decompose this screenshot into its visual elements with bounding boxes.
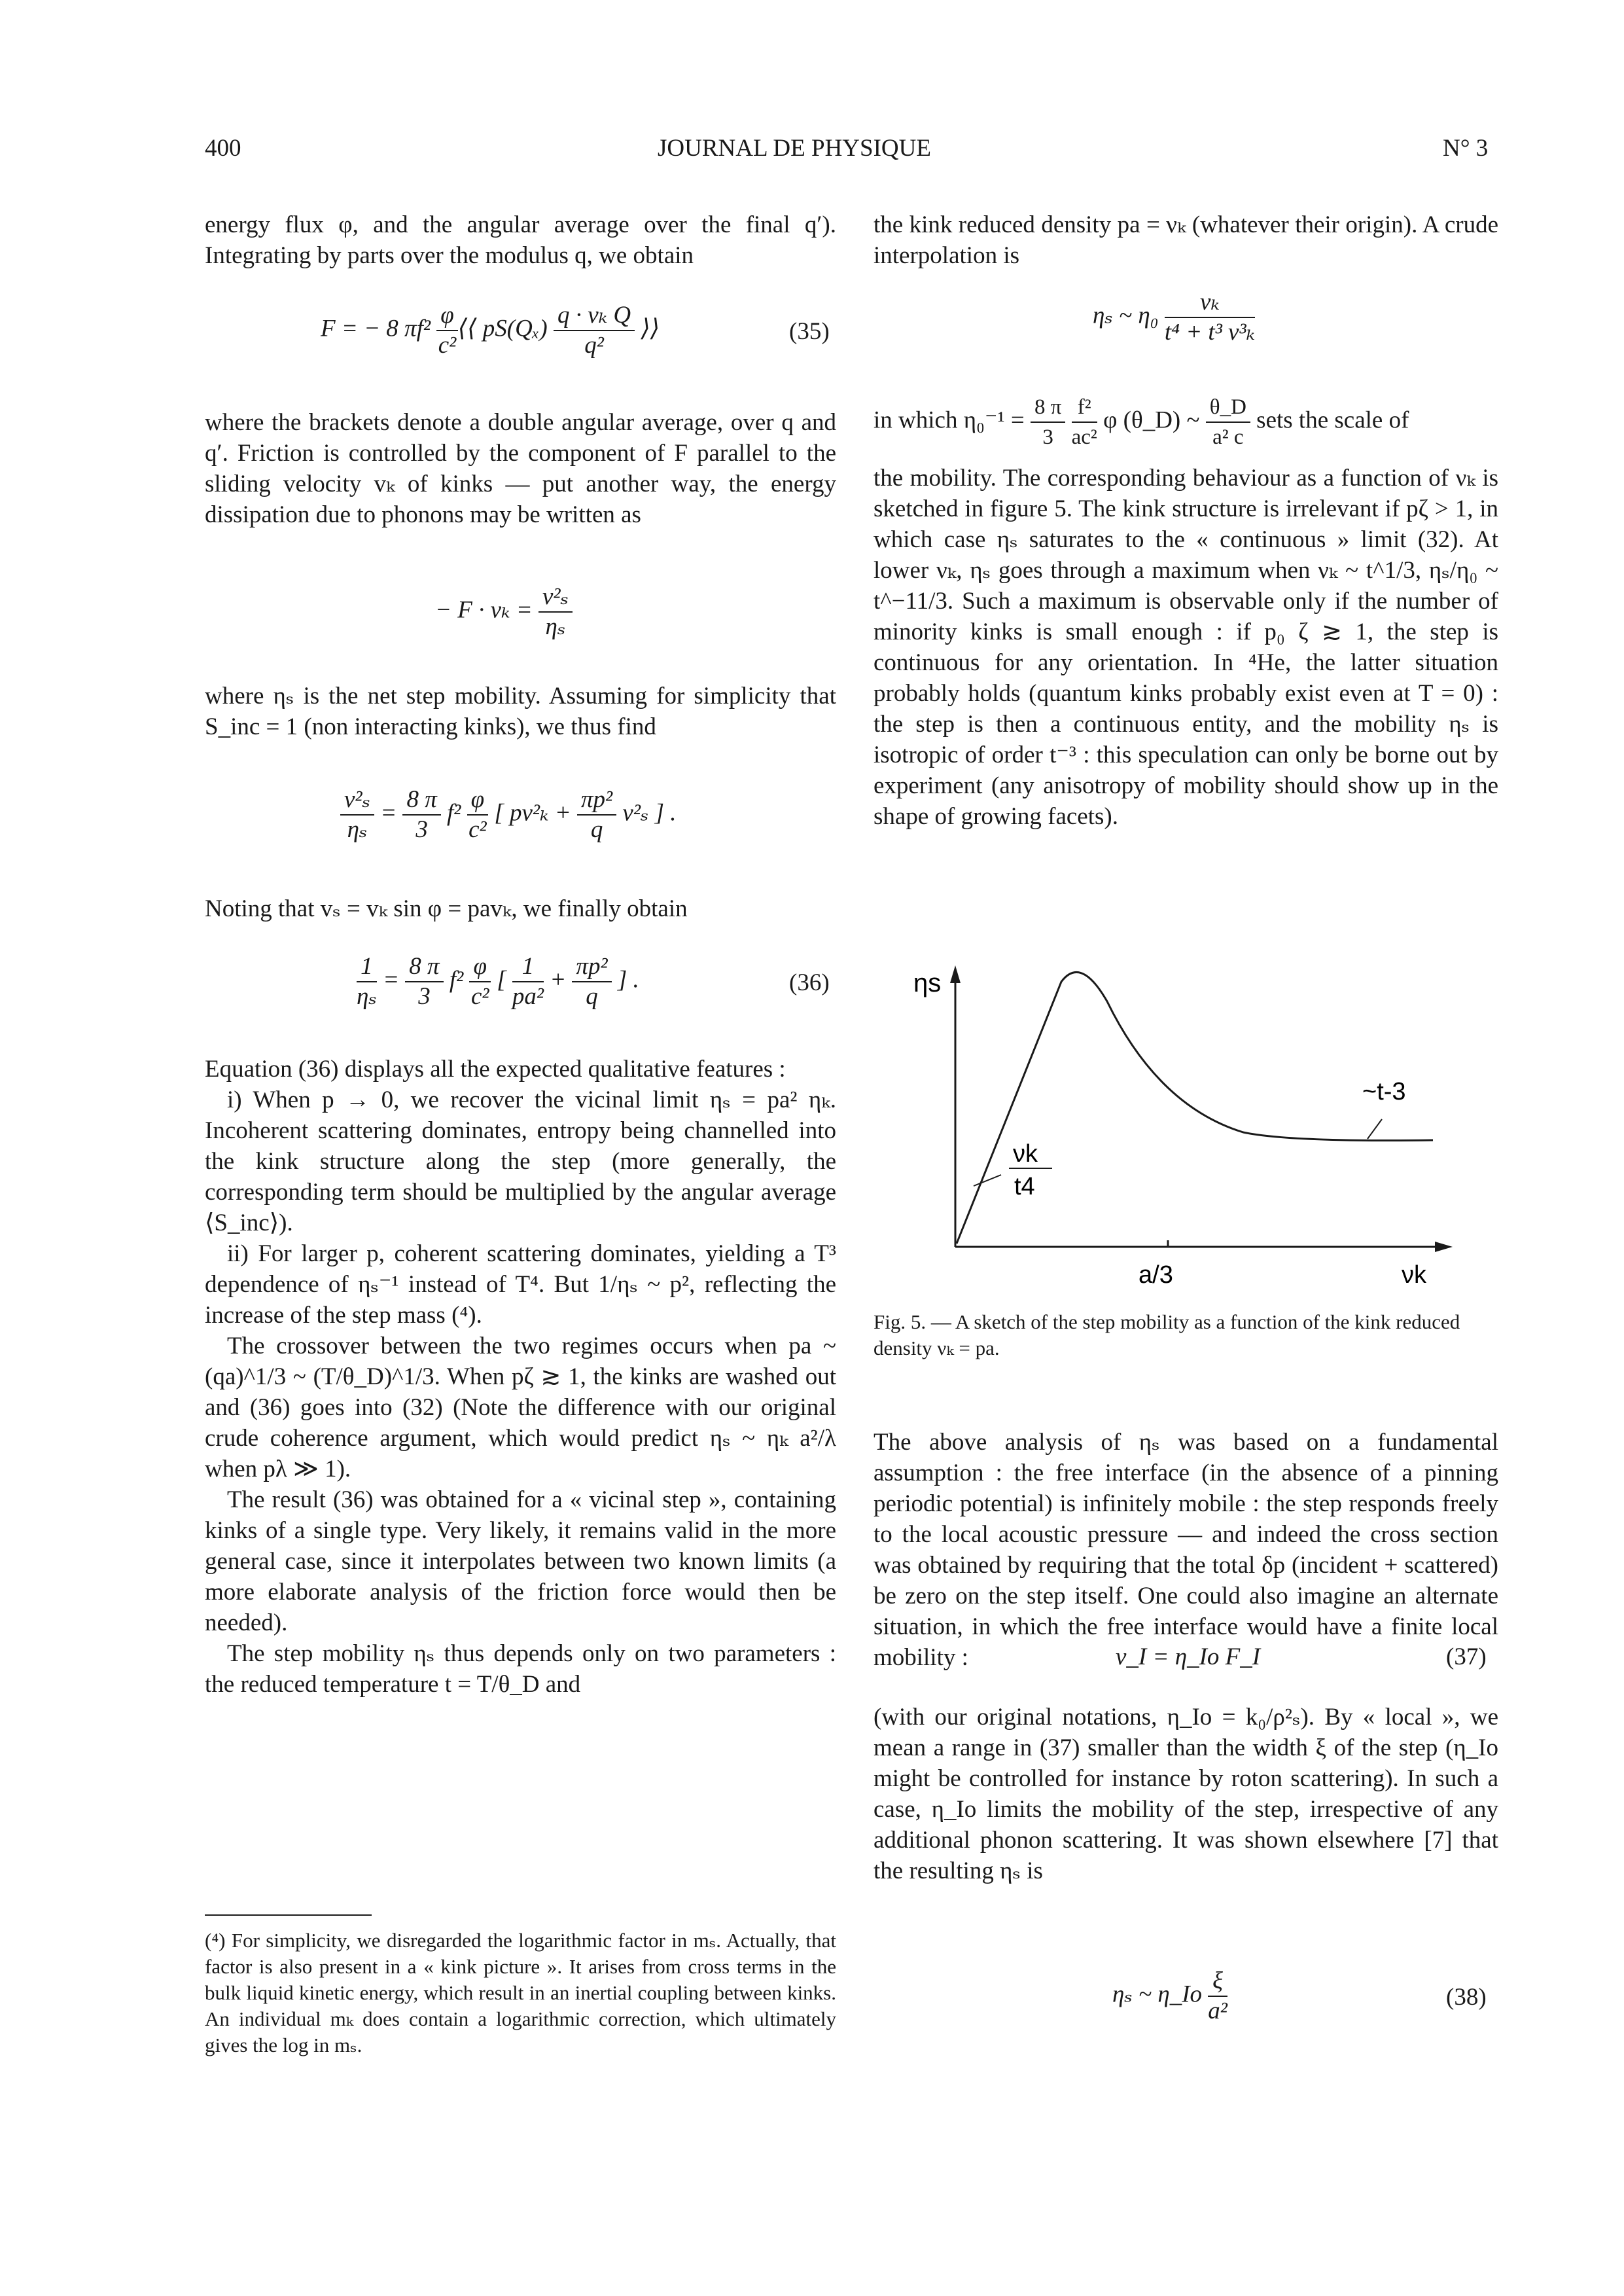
figure-5-step-mobility-sketch bbox=[909, 942, 1485, 1302]
figure-5-caption: Fig. 5. — A sketch of the step mobility as a function of the kink reduced density νₖ = pa. bbox=[874, 1310, 1460, 1359]
issue-number: N° 3 bbox=[1443, 135, 1489, 162]
footnote-4: (⁴) For simplicity, we disregarded the logarithmic factor in mₛ. Actually, that factor is also present in a « kink picture ». It arises from cross terms in the bulk liquid kinetic energy, which result in an inertial coupling between kinks. An individual mₖ does contain a logarithmic correction, which ultimately gives the log in mₛ. bbox=[205, 1929, 836, 2056]
right-paragraph-3: the mobility. The corresponding behaviour as a function of νₖ is sketched in figure 5. The kink structure is irrelevant if pζ > 1, in which case ηₛ saturates to the « continuous » limit (32). At lower νₖ, ηₛ goes through a maximum when νₖ ~ t^1/3, ηₛ/η₀ ~ t^−11/3. Such a maximum is observable only if the number of minority kinks is small enough : if p₀ ζ ≳ 1, the step is continuous for any orientation. In ⁴He, the latter situation probably holds (quantum kinks probably exist even at T = 0) : the step is then a continuous entity, and the mobility ηₛ is isotropic of order t⁻³ : this speculation can only be borne out by experiment (any anisotropy of mobility should show up in the shape of growing facets). bbox=[874, 465, 1498, 830]
left-paragraph-4: Noting that vₛ = vₖ sin φ = pavₖ, we finally obtain bbox=[205, 895, 688, 922]
equation-number-35: (35) bbox=[789, 318, 830, 345]
left-column-body bbox=[205, 1054, 836, 1700]
left-label-denominator: t4 bbox=[1014, 1173, 1035, 1200]
equation-number-38: (38) bbox=[1446, 1984, 1487, 2011]
left-paragraph-8: The crossover between the two regimes occurs when pa ~ (qa)^1/3 ~ (T/θ_D)^1/3. When pζ ≳ 1, the kinks are washed out and (36) goes into (32) (Note the difference with our original crude coherence argument, which would predict ηₛ ~ ηₖ a²/λ when pλ ≫ 1). bbox=[205, 1333, 836, 1482]
equation-35: F = − 8 πf² $\frac{\varphi}{\text{c²}}$ ⟨⟨ pS(Qₓ) $\frac{\text{q · vₖ Q}}{\text{q²}}$ ⟩⟩ bbox=[321, 302, 660, 359]
right-paragraph-4: The above analysis of ηₛ was based on a fundamental assumption : the free interface (in the absence of a pinning periodic potential) is infinitely mobile : the step responds freely to the local acoustic pressure — and indeed the cross section was obtained by requiring that the total δp (incident + scattered) be zero on the step itself. One could also imagine an alternate situation, in which the free interface would have a finite local mobility : bbox=[874, 1429, 1498, 1671]
equation-36: $\frac{1}{\text{ηₛ}}$ = $\frac{8 \pi}{3}$ f² $\frac{\varphi}{\text{c²}}$ [ $\frac{1}{\text{pa²}}$ + $\frac{\text{πp²}}{q}$ ] . bbox=[357, 953, 639, 1010]
equation-interpolation: ηₛ ~ η₀ $\frac{\text{νₖ}}{\text{t⁴ + t³ ν³ₖ}}$ bbox=[1093, 289, 1256, 346]
y-axis-label: ηs bbox=[913, 969, 942, 997]
right-label-leader bbox=[1368, 1119, 1382, 1139]
left-paragraph-3: where ηₛ is the net step mobility. Assuming for simplicity that S_inc = 1 (non interacting kinks), we thus find bbox=[205, 683, 836, 740]
x-tick-label: a/3 bbox=[1139, 1261, 1173, 1289]
right-curve-label: ~t-3 bbox=[1362, 1078, 1406, 1105]
footnote-rule bbox=[205, 1914, 372, 1916]
running-header: JOURNAL DE PHYSIQUE bbox=[658, 135, 931, 162]
equation-number-37: (37) bbox=[1446, 1643, 1487, 1670]
equation-inverse-mobility-1: $\frac{\text{v²ₛ}}{\text{ηₛ}}$ = $\frac{8 \pi}{3}$ f² $\frac{\varphi}{\text{c²}}$ [ pv²ₖ + $\frac{\text{πp²}}{q}$ v²ₛ ] . bbox=[340, 785, 677, 844]
left-paragraph-1: energy flux φ, and the angular average over the final q′). Integrating by parts over the modulus q, we obtain bbox=[205, 211, 836, 269]
left-paragraph-5: Equation (36) displays all the expected qualitative features : bbox=[205, 1056, 786, 1083]
left-label-leader bbox=[974, 1175, 1001, 1186]
equation-energy-dissipation: − F · vₖ = $\frac{\text{v²ₛ}}{\text{ηₛ}}$ bbox=[435, 583, 573, 641]
left-paragraph-6: i) When p → 0, we recover the vicinal limit ηₛ = pa² ηₖ. Incoherent scattering dominates, entropy being channelled into the kink structure along the step (more generally, the corresponding term should be multiplied by the angular average ⟨S_inc⟩). bbox=[205, 1086, 836, 1236]
equation-38: ηₛ ~ η_Io $\frac{\xi}{\text{a²}}$ bbox=[1112, 1967, 1227, 2024]
mobility-curve bbox=[957, 972, 1433, 1244]
equation-number-36: (36) bbox=[789, 969, 830, 996]
page-number: 400 bbox=[205, 135, 241, 162]
left-paragraph-9: The result (36) was obtained for a « vicinal step », containing kinks of a single type. Very likely, it remains valid in the more general case, since it interpolates between two known limits (a more elaborate analysis of the friction force would then be needed). bbox=[205, 1486, 836, 1636]
right-paragraph-5: (with our original notations, η_Io = k₀/ρ²ₛ). By « local », we mean a range in (37) smaller than the width ξ of the step (η_Io might be controlled for instance by roton scattering). In such a case, η_Io limits the mobility of the step, irrespective of any additional phonon scattering. It was shown elsewhere [7] that the resulting ηₛ is bbox=[874, 1704, 1498, 1884]
right-paragraph-2: in which η₀⁻¹ = $\frac{8 \pi}{3}$ $\frac{\text{f²}}{\text{ac²}}$ φ (θ_D) ~ $\frac{\theta\_D}{\text{a² c}}$ sets the scale of bbox=[874, 393, 1498, 452]
y-axis-arrow bbox=[950, 965, 961, 983]
equation-37: v_I = η_Io F_I bbox=[1116, 1643, 1261, 1670]
x-axis-arrow bbox=[1435, 1242, 1453, 1252]
left-paragraph-2: where the brackets denote a double angular average, over q and q′. Friction is controlled by the component of F parallel to the sliding velocity vₖ of kinks — put another way, the energy dissipation due to phonons may be written as bbox=[205, 409, 836, 528]
left-paragraph-7: ii) For larger p, coherent scattering dominates, yielding a T³ dependence of ηₛ⁻¹ instead of T⁴. But 1/ηₛ ~ p², reflecting the increase of the step mass (⁴). bbox=[205, 1240, 836, 1329]
left-label-numerator: νk bbox=[1013, 1140, 1038, 1168]
x-axis-label: νk bbox=[1402, 1261, 1426, 1289]
right-paragraph-1: the kink reduced density pa = νₖ (whatever their origin). A crude interpolation is bbox=[874, 211, 1498, 269]
left-paragraph-10: The step mobility ηₛ thus depends only on two parameters : the reduced temperature t = T/θ_D and bbox=[205, 1640, 836, 1698]
